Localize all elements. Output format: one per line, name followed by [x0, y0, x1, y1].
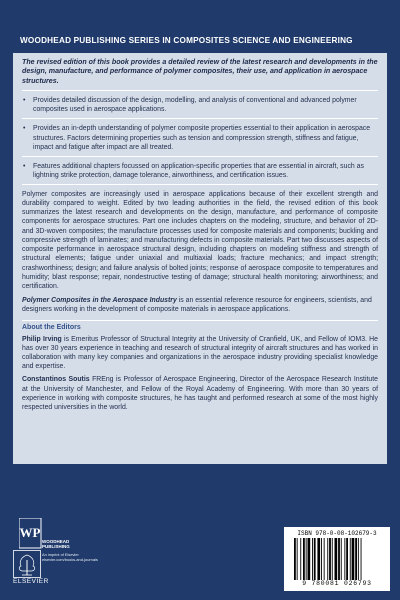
- description-paragraph: Polymer composites are increasingly used in aerospace applications because of their excellent strength and durability compared to weight. Edited by two leading authorities in the field, the revised edition of this book summarizes the latest research and developments on the design, manufacture, and performance of composite components for aerospace structures. Part one includes chapters on the modeling, structure, and behavior of 2D- and 3D-woven composites; the manufacture processes used for composite materials and components; buckling and compressive strength of laminates; and manufacturing defects in composite materials. Part two discusses aspects of composite performance in aerospace structural design, including chapters on modeling stiffness and strength of structural elements; fatigue under uniaxial and multiaxial loads; fracture mechanics; and impact strength; crashworthiness; design; and failure analysis of bolted joints; response of aerospace composite to temperatures and humidity; blast response; repair, nondestructive testing of damage; structural health monitoring; airworthiness; and certification.: [22, 190, 378, 290]
- imprint-text: An imprint of Elsevier elsevier.com/books-and-journals: [42, 552, 98, 562]
- feature-item: [22, 157, 378, 185]
- editor-bio: [22, 335, 378, 372]
- editor-name: Constantinos Soutis: [22, 376, 90, 384]
- isbn-barcode-block: [284, 527, 390, 591]
- elsevier-tree-icon: [13, 550, 41, 578]
- summary-paragraph: [22, 296, 378, 314]
- bullet-icon: •: [23, 97, 26, 105]
- summary-text: is an essential reference resource for engineers, scientists, and designers working in the development of composite materials in aerospace applications.: [22, 297, 372, 314]
- barcode-digits: 9 780081 026793: [302, 580, 372, 587]
- feature-text: Features additional chapters focussed on application-specific properties that are essential in aircraft, such as lightning strike protection, damage tolerance, airworthiness, and certification issues.: [33, 162, 364, 179]
- bullet-icon: •: [23, 162, 26, 170]
- editor-bio-text: FREng is Professor of Aerospace Engineering, Director of the Aerospace Research Institute at the University of Manchester, and Fellow of the Royal Academy of Engineering. With more than 30 years of experience in working with composite structures, he has taught and performed research at some of the most highly respected universities in the world.: [22, 376, 378, 411]
- elsevier-wordmark: ELSEVIER: [13, 578, 49, 585]
- feature-text: Provides an in-depth understanding of polymer composite properties essential to their application in aerospace structures. Factors determining properties such as tension and compression strength, stiffness and fatigue, impact and fatigue after impact are all treated.: [33, 125, 371, 151]
- barcode-graphic: [292, 538, 384, 580]
- editors-heading: About the Editors: [22, 320, 378, 331]
- feature-item: [22, 91, 378, 119]
- feature-item: [22, 119, 378, 156]
- intro-paragraph: The revised edition of this book provides a detailed review of the latest research and developments in the design, manufacture, and performance of polymer composites, their use, and application in aerospace structures.: [22, 58, 378, 85]
- editor-name: Philip Irving: [22, 335, 62, 343]
- series-title: WOODHEAD PUBLISHING SERIES IN COMPOSITES SCIENCE AND ENGINEERING: [20, 36, 353, 45]
- feature-text: Provides detailed discussion of the design, modelling, and analysis of conventional and advanced polymer composites used in aerospace applications.: [33, 97, 357, 114]
- series-banner: [0, 0, 400, 56]
- feature-list: [22, 90, 378, 185]
- svg-text:WP: WP: [19, 525, 41, 540]
- editor-bio-text: is Emeritus Professor of Structural Integrity at the University of Cranfield, UK, and Fellow of IOM3. He has over 30 years experience in teaching and research of structural integrity of aircraft structures and has worked in collaboration with many key companies and organizations in the aerospace industry providing specialist knowledge and expertise.: [22, 335, 378, 371]
- publisher-name: WOODHEAD PUBLISHING: [42, 539, 70, 549]
- publisher-block: [13, 518, 103, 592]
- book-title: Polymer Composites in the Aerospace Industry: [22, 297, 177, 305]
- editor-bio: [22, 375, 378, 412]
- isbn-label: ISBN 978-0-08-102679-3: [297, 530, 377, 537]
- bullet-icon: •: [23, 125, 26, 133]
- back-cover-text-panel: [13, 53, 387, 464]
